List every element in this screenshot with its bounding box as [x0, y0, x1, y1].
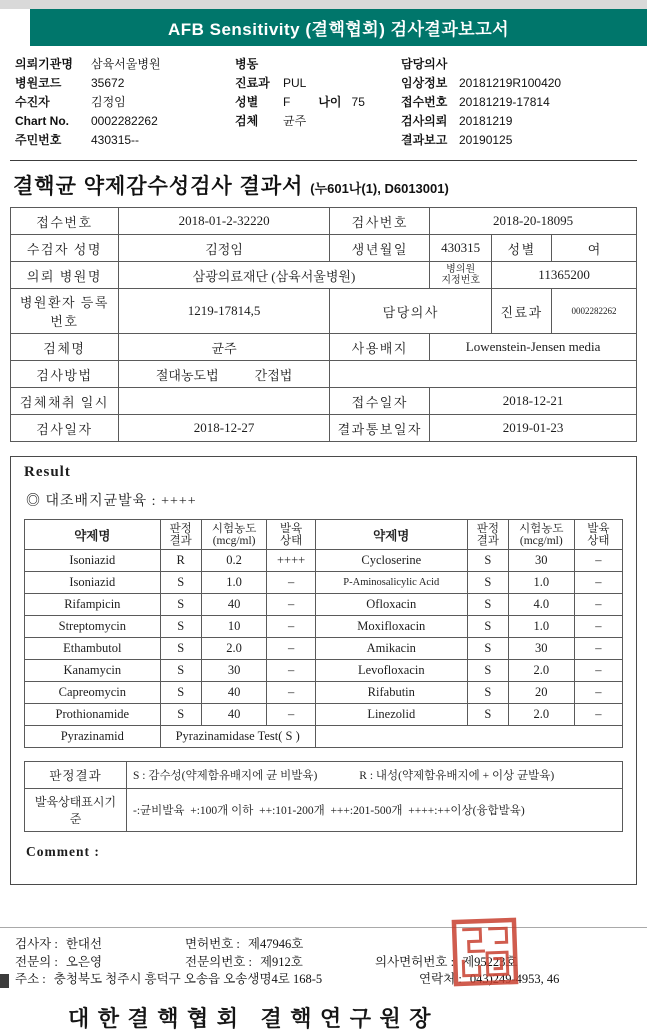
header-line: 결과	[169, 534, 192, 547]
field-row	[401, 74, 641, 93]
drug-name: Rifabutin	[315, 682, 467, 704]
drug-result: R	[160, 550, 201, 572]
col-header-growth	[574, 520, 622, 550]
drug-result: S	[467, 660, 508, 682]
footer-row	[15, 971, 647, 989]
field-label: 수진자	[15, 95, 50, 109]
drug-row	[25, 660, 623, 682]
field-row	[15, 93, 235, 112]
legend-label: 판정결과	[25, 762, 127, 789]
header-line: 판정	[169, 522, 192, 535]
field-row	[401, 131, 641, 150]
drug-growth: –	[267, 616, 315, 638]
header-line: 시험농도	[211, 522, 257, 535]
info-value: 2018-01-2-32220	[118, 208, 330, 235]
field-row	[401, 93, 641, 112]
drug-name: Prothionamide	[25, 704, 161, 726]
field-label: Chart No.	[15, 114, 69, 128]
drug-conc: 30	[508, 550, 574, 572]
field-value: 75	[351, 95, 365, 109]
field-label: 검체	[235, 114, 259, 128]
field-row	[15, 112, 235, 131]
drug-result: S	[160, 704, 201, 726]
info-label: 접수일자	[330, 388, 430, 415]
drug-growth: –	[267, 660, 315, 682]
drug-growth: –	[574, 638, 622, 660]
drug-result: S	[467, 638, 508, 660]
footer-row	[15, 954, 647, 972]
info-label: 진료과	[492, 289, 552, 334]
drug-growth: –	[574, 616, 622, 638]
info-row	[11, 388, 637, 415]
drug-row	[25, 572, 623, 594]
drug-result: S	[467, 550, 508, 572]
drug-result: S	[160, 616, 201, 638]
field-value: 충청북도 청주시 흥덕구 오송읍 오송생명4로 168-5	[53, 972, 323, 986]
drug-growth: –	[267, 572, 315, 594]
drug-name: Cycloserine	[315, 550, 467, 572]
control-growth-value: ++++	[161, 494, 197, 509]
field-label: 의사면허번호 :	[375, 954, 455, 969]
field-value: 430315--	[91, 133, 140, 147]
header-line: 결과	[476, 534, 499, 547]
info-value: 2018-12-27	[118, 415, 330, 442]
info-label: 생년월일	[330, 235, 430, 262]
header-line: (mcg/ml)	[212, 534, 256, 547]
info-value-empty	[118, 388, 330, 415]
col-header-conc	[201, 520, 267, 550]
legend-row	[25, 762, 623, 789]
info-row	[11, 208, 637, 235]
field-label: 병원코드	[15, 76, 62, 90]
drug-growth: –	[574, 660, 622, 682]
info-label: 검체채취 일시	[11, 388, 119, 415]
drug-growth: –	[574, 704, 622, 726]
info-label: 결과통보일자	[330, 415, 430, 442]
field-label: 면허번호 :	[185, 937, 240, 951]
report-title: AFB Sensitivity (결핵협회) 검사결과보고서	[167, 20, 510, 39]
drug-result: S	[467, 682, 508, 704]
field-value: 20181219-17814	[459, 95, 550, 109]
drug-growth: –	[574, 550, 622, 572]
drug-name: Pyrazinamid	[25, 726, 161, 748]
drug-name: Isoniazid	[25, 550, 161, 572]
header-line: 시험농도	[519, 522, 564, 535]
info-value-empty	[330, 361, 637, 388]
header-line: 판정	[476, 522, 499, 535]
field-label: 의뢰기관명	[15, 57, 73, 71]
drug-row	[25, 638, 623, 660]
scan-artifact-mark	[0, 974, 9, 988]
drug-row	[25, 682, 623, 704]
footer-divider	[0, 927, 647, 928]
info-value: 430315	[430, 235, 492, 262]
drug-growth: –	[267, 638, 315, 660]
field-value: 균주	[283, 114, 307, 128]
drug-conc: 40	[201, 594, 267, 616]
field-label: 나이	[318, 95, 342, 109]
drug-result: S	[160, 682, 201, 704]
info-label-line: 병의원	[446, 264, 476, 275]
drug-result: S	[467, 594, 508, 616]
info-label: 담당의사	[330, 289, 492, 334]
info-row	[11, 415, 637, 442]
drug-conc: 4.0	[508, 594, 574, 616]
legend-row	[25, 789, 623, 832]
field-label: 접수번호	[401, 95, 448, 109]
info-label: 검사번호	[330, 208, 430, 235]
field-value: 제47946호	[247, 937, 304, 951]
info-value: 삼광의료재단 (삼육서울병원)	[118, 262, 429, 289]
drug-conc: 1.0	[508, 616, 574, 638]
col-header-result	[160, 520, 201, 550]
header-line: 발육	[587, 522, 610, 535]
col-header-drug: 약제명	[315, 520, 467, 550]
patient-col-middle	[235, 55, 401, 150]
info-value: 2018-12-21	[430, 388, 637, 415]
info-label: 접수번호	[11, 208, 119, 235]
patient-info	[0, 46, 647, 155]
field-label: 성별	[235, 95, 259, 109]
drug-row	[25, 616, 623, 638]
result-heading: Result	[24, 464, 71, 480]
drug-row-pyrazinamid	[25, 726, 623, 748]
info-label	[430, 262, 492, 289]
drug-result: S	[160, 572, 201, 594]
info-value: 2018-20-18095	[430, 208, 637, 235]
col-header-growth	[267, 520, 315, 550]
info-value: 1219-17814,5	[118, 289, 330, 334]
section-title	[13, 170, 637, 200]
drug-result: S	[160, 660, 201, 682]
patient-col-right	[401, 55, 641, 150]
field-label: 병동	[235, 57, 259, 71]
info-value: Lowenstein-Jensen media	[430, 334, 637, 361]
drug-name: Isoniazid	[25, 572, 161, 594]
drug-conc: 20	[508, 682, 574, 704]
info-row	[11, 334, 637, 361]
info-row	[11, 235, 637, 262]
info-value: 11365200	[492, 262, 637, 289]
legend-s-def: S : 감수성(약제함유배지에 균 비발육)	[133, 770, 318, 782]
info-row	[11, 361, 637, 388]
info-label: 의뢰 병원명	[11, 262, 119, 289]
drug-growth: –	[267, 704, 315, 726]
field-value: 35672	[91, 76, 125, 90]
drug-result: S	[467, 616, 508, 638]
field-value: F	[283, 95, 291, 109]
field-row	[235, 93, 401, 112]
field-value: 0002282262	[91, 114, 158, 128]
method-2: 간접법	[254, 367, 293, 383]
header-line: (mcg/ml)	[519, 534, 563, 547]
field-label: 담당의사	[401, 57, 448, 71]
footer-field	[15, 936, 185, 954]
drug-conc: 2.0	[508, 704, 574, 726]
info-value: 균주	[118, 334, 330, 361]
drug-growth: –	[574, 572, 622, 594]
drug-conc: 2.0	[201, 638, 267, 660]
drug-conc: 1.0	[508, 572, 574, 594]
drug-name: Streptomycin	[25, 616, 161, 638]
empty-cell	[315, 726, 622, 748]
field-value: 제95223호	[462, 954, 518, 969]
info-row	[11, 262, 637, 289]
field-row	[15, 55, 235, 74]
drug-conc: 2.0	[508, 660, 574, 682]
legend-r-def: R : 내성(약제함유배지에 + 이상 균발육)	[359, 770, 555, 782]
drug-name: Levofloxacin	[315, 660, 467, 682]
drug-conc: 30	[201, 660, 267, 682]
header-line: 발육	[280, 522, 303, 535]
info-value: 김정임	[118, 235, 330, 262]
drug-growth: –	[574, 594, 622, 616]
info-label: 검사방법	[11, 361, 119, 388]
legend-text	[127, 762, 623, 789]
field-value: 오은영	[65, 954, 103, 969]
field-label: 주소 :	[15, 972, 46, 986]
drug-result: S	[160, 638, 201, 660]
field-label: 검사의뢰	[401, 114, 448, 128]
footer	[15, 936, 647, 989]
info-label: 사용배지	[330, 334, 430, 361]
drug-name: Capreomycin	[25, 682, 161, 704]
col-header-result	[467, 520, 508, 550]
field-row	[401, 112, 641, 131]
drug-conc: 30	[508, 638, 574, 660]
field-value: 김정임	[91, 95, 126, 109]
field-value: 한대선	[65, 937, 103, 951]
info-label-line: 지정번호	[441, 275, 480, 286]
legend-table	[24, 761, 623, 832]
drug-growth: –	[574, 682, 622, 704]
field-label: 주민번호	[15, 133, 62, 147]
drug-growth: –	[267, 594, 315, 616]
drug-conc: 10	[201, 616, 267, 638]
pyrazinamidase-test-result: Pyrazinamidase Test( S )	[160, 726, 315, 748]
footer-field	[185, 936, 303, 954]
legend-label: 발육상태표시기준	[25, 789, 127, 832]
drug-result: S	[467, 704, 508, 726]
info-label: 수검자 성명	[11, 235, 119, 262]
report-info-table	[10, 207, 637, 442]
section-title-code: (누601나(1), D6013001)	[310, 181, 449, 196]
col-header-drug: 약제명	[25, 520, 161, 550]
footer-field	[185, 954, 375, 972]
info-label: 성별	[492, 235, 552, 262]
field-label: 전문의 :	[15, 954, 58, 969]
info-label: 검체명	[11, 334, 119, 361]
field-value: 20181219R100420	[459, 76, 562, 90]
header-line: 상태	[587, 534, 610, 547]
field-value: PUL	[283, 76, 307, 90]
report-title-bar	[30, 9, 647, 46]
comment-label: Comment :	[26, 844, 100, 859]
field-label: 전문의번호 :	[185, 954, 252, 969]
field-value: 043)249-4953, 46	[469, 972, 560, 986]
header-divider	[10, 160, 637, 161]
field-row	[235, 55, 401, 74]
field-row	[401, 55, 641, 74]
drug-growth: ++++	[267, 550, 315, 572]
info-label: 병원환자 등록번호	[11, 289, 119, 334]
field-label: 검사자 :	[15, 937, 58, 951]
page-top-strip	[0, 0, 647, 9]
field-value: 20190125	[459, 133, 513, 147]
organization-name: 대 한 결 핵 협 회 결 핵 연 구 원 장	[68, 1005, 433, 1031]
drug-result: S	[467, 572, 508, 594]
drug-row	[25, 550, 623, 572]
drug-result: S	[160, 594, 201, 616]
info-row	[11, 289, 637, 334]
info-value: 2019-01-23	[430, 415, 637, 442]
drug-name: Linezolid	[315, 704, 467, 726]
drug-row	[25, 704, 623, 726]
field-label: 진료과	[235, 76, 270, 90]
drug-name: Ofloxacin	[315, 594, 467, 616]
drug-name: Amikacin	[315, 638, 467, 660]
drug-growth: –	[267, 682, 315, 704]
drug-table-header	[25, 520, 623, 550]
info-value: 여	[552, 235, 637, 262]
method-1: 절대농도법	[155, 367, 219, 383]
info-value	[118, 361, 330, 388]
drug-name: Moxifloxacin	[315, 616, 467, 638]
drug-conc: 1.0	[201, 572, 267, 594]
drug-name: Rifampicin	[25, 594, 161, 616]
footer-field	[15, 971, 419, 989]
drug-conc: 0.2	[201, 550, 267, 572]
control-growth-label: ◎ 대조배지균발육 :	[26, 494, 157, 509]
info-value: 0002282262	[552, 289, 637, 334]
field-value: 20181219	[459, 114, 513, 128]
field-label: 결과보고	[401, 133, 448, 147]
header-line: 상태	[280, 534, 303, 547]
field-row	[15, 131, 235, 150]
footer-field	[15, 954, 185, 972]
field-row	[235, 112, 401, 131]
section-title-text: 결핵균 약제감수성검사 결과서	[13, 175, 304, 198]
field-label: 임상정보	[401, 76, 448, 90]
drug-conc: 40	[201, 704, 267, 726]
seal-icon	[451, 917, 519, 987]
legend-text: -:균비발육 +:100개 이하 ++:101-200개 +++:201-500개 ++++:++이상(융합발육)	[127, 789, 623, 832]
field-value: 제912호	[259, 954, 303, 969]
control-growth-line	[26, 490, 623, 510]
patient-col-left	[15, 55, 235, 150]
info-label: 검사일자	[11, 415, 119, 442]
drug-row	[25, 594, 623, 616]
field-value: 삼육서울병원	[91, 57, 161, 71]
col-header-conc	[508, 520, 574, 550]
drug-name: P-Aminosalicylic Acid	[315, 572, 467, 594]
field-row	[235, 74, 401, 93]
drug-name: Kanamycin	[25, 660, 161, 682]
field-label: 연락처 :	[419, 972, 462, 986]
official-seal-stamp	[452, 918, 518, 986]
field-row	[15, 74, 235, 93]
drug-sensitivity-table	[24, 519, 623, 748]
footer-row	[15, 936, 647, 954]
drug-conc: 40	[201, 682, 267, 704]
result-section	[10, 456, 637, 885]
drug-name: Ethambutol	[25, 638, 161, 660]
